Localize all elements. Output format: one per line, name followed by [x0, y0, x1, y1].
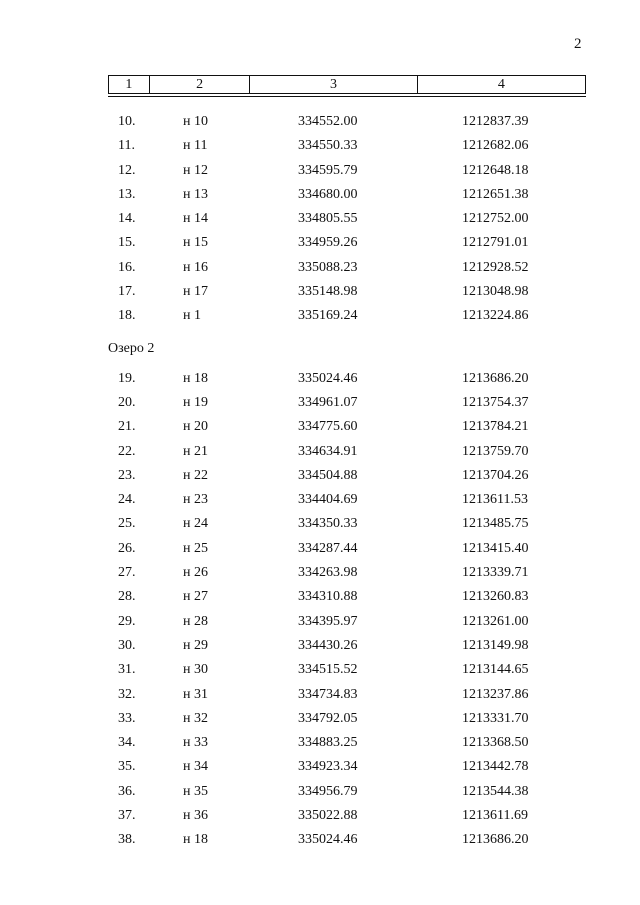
- point-label: н 1: [183, 308, 201, 324]
- x-coordinate: 334956.79: [298, 783, 358, 799]
- y-coordinate: 1213704.26: [462, 467, 529, 483]
- point-label: н 31: [183, 686, 208, 702]
- header-col-4: 4: [497, 77, 505, 92]
- table-row: [0, 134, 640, 158]
- page-number: 2: [574, 36, 582, 52]
- row-number: 37.: [118, 808, 136, 824]
- table-row: [0, 828, 640, 852]
- row-number: 13.: [118, 186, 136, 202]
- x-coordinate: 334959.26: [298, 235, 358, 251]
- row-number: 34.: [118, 735, 136, 751]
- point-label: н 25: [183, 540, 208, 556]
- point-label: н 33: [183, 735, 208, 751]
- x-coordinate: 335024.46: [298, 832, 358, 848]
- row-number: 23.: [118, 467, 136, 483]
- x-coordinate: 334515.52: [298, 662, 358, 678]
- row-number: 29.: [118, 613, 136, 629]
- point-label: н 29: [183, 637, 208, 653]
- point-label: н 11: [183, 138, 208, 154]
- table-row: [0, 780, 640, 804]
- table-row: [0, 683, 640, 707]
- x-coordinate: 334634.91: [298, 443, 358, 459]
- point-label: н 16: [183, 259, 208, 275]
- point-label: н 18: [183, 832, 208, 848]
- y-coordinate: 1213368.50: [462, 735, 529, 751]
- x-coordinate: 334734.83: [298, 686, 358, 702]
- x-coordinate: 334552.00: [298, 114, 358, 129]
- point-label: н 28: [183, 613, 208, 629]
- y-coordinate: 1213611.53: [462, 492, 528, 508]
- table-row: [0, 731, 640, 755]
- y-coordinate: 1213485.75: [462, 516, 529, 532]
- point-label: н 13: [183, 186, 208, 202]
- x-coordinate: 334395.97: [298, 613, 358, 629]
- point-label: н 34: [183, 759, 208, 775]
- row-number: 35.: [118, 759, 136, 775]
- y-coordinate: 1212928.52: [462, 259, 529, 275]
- table-row: [0, 658, 640, 682]
- table-row: [0, 512, 640, 536]
- row-number: 14.: [118, 211, 136, 227]
- y-coordinate: 1213144.65: [462, 662, 529, 678]
- header-col-1: 1: [109, 76, 150, 93]
- x-coordinate: 334287.44: [298, 540, 358, 556]
- coordinates-table: [0, 110, 640, 853]
- y-coordinate: 1213260.83: [462, 589, 529, 605]
- y-coordinate: 1213686.20: [462, 832, 529, 848]
- row-number: 36.: [118, 783, 136, 799]
- point-label: н 18: [183, 370, 208, 386]
- x-coordinate: 335088.23: [298, 259, 358, 275]
- x-coordinate: 335148.98: [298, 284, 358, 300]
- row-number: 17.: [118, 284, 136, 300]
- row-number: 11.: [118, 138, 135, 154]
- x-coordinate: 334550.33: [298, 138, 358, 154]
- point-label: н 20: [183, 419, 208, 435]
- x-coordinate: 334504.88: [298, 467, 358, 483]
- x-coordinate: 334310.88: [298, 589, 358, 605]
- y-coordinate: 1212648.18: [462, 162, 529, 178]
- y-coordinate: 1212682.06: [462, 138, 529, 154]
- y-coordinate: 1213149.98: [462, 637, 529, 653]
- x-coordinate: 334350.33: [298, 516, 358, 532]
- row-number: 26.: [118, 540, 136, 556]
- x-coordinate: 334430.26: [298, 637, 358, 653]
- point-label: н 27: [183, 589, 208, 605]
- header-rule: [108, 96, 586, 97]
- y-coordinate: 1213415.40: [462, 540, 529, 556]
- point-label: н 26: [183, 565, 208, 581]
- table-row: [0, 231, 640, 255]
- table-row: [0, 391, 640, 415]
- y-coordinate: 1213611.69: [462, 808, 528, 824]
- point-label: н 36: [183, 808, 208, 824]
- row-number: 16.: [118, 259, 136, 275]
- point-label: н 23: [183, 492, 208, 508]
- x-coordinate: 334263.98: [298, 565, 358, 581]
- row-number: 38.: [118, 832, 136, 848]
- point-label: н 22: [183, 467, 208, 483]
- section-title: Озеро 2: [108, 340, 155, 356]
- x-coordinate: 334883.25: [298, 735, 358, 751]
- y-coordinate: 1213759.70: [462, 443, 529, 459]
- x-coordinate: 334595.79: [298, 162, 358, 178]
- table-row: [0, 207, 640, 231]
- row-number: 27.: [118, 565, 136, 581]
- row-number: 22.: [118, 443, 136, 459]
- x-coordinate: 334805.55: [298, 211, 358, 227]
- y-coordinate: 1213442.78: [462, 759, 529, 775]
- table-row: [0, 367, 640, 391]
- table-row: [0, 755, 640, 779]
- table-row: [0, 804, 640, 828]
- row-number: 30.: [118, 637, 136, 653]
- x-coordinate: 335024.46: [298, 370, 358, 386]
- table-row: [0, 634, 640, 658]
- y-coordinate: 1213339.71: [462, 565, 529, 581]
- x-coordinate: 335169.24: [298, 308, 358, 324]
- point-label: н 15: [183, 235, 208, 251]
- x-coordinate: 334923.34: [298, 759, 358, 775]
- point-label: н 19: [183, 394, 208, 410]
- table-header: [108, 75, 586, 94]
- y-coordinate: 1213784.21: [462, 419, 529, 435]
- row-number: 18.: [118, 308, 136, 324]
- table-row: [0, 440, 640, 464]
- y-coordinate: 1212651.38: [462, 186, 529, 202]
- table-row: [0, 304, 640, 328]
- point-label: н 10: [183, 114, 208, 129]
- table-row: [0, 464, 640, 488]
- x-coordinate: 334792.05: [298, 710, 358, 726]
- y-coordinate: 1213686.20: [462, 370, 529, 386]
- y-coordinate: 1212791.01: [462, 235, 529, 251]
- row-number: 12.: [118, 162, 136, 178]
- table-row: [0, 488, 640, 512]
- row-number: 25.: [118, 516, 136, 532]
- point-label: н 21: [183, 443, 208, 459]
- row-number: 21.: [118, 419, 136, 435]
- y-coordinate: 1212752.00: [462, 211, 529, 227]
- point-label: н 14: [183, 211, 208, 227]
- row-number: 10.: [118, 114, 136, 129]
- y-coordinate: 1212837.39: [462, 114, 529, 129]
- table-row: [0, 183, 640, 207]
- table-row: [0, 585, 640, 609]
- row-number: 31.: [118, 662, 136, 678]
- row-number: 20.: [118, 394, 136, 410]
- table-row: [0, 561, 640, 585]
- row-number: 28.: [118, 589, 136, 605]
- y-coordinate: 1213048.98: [462, 284, 529, 300]
- row-number: 24.: [118, 492, 136, 508]
- point-label: н 17: [183, 284, 208, 300]
- table-row: [0, 415, 640, 439]
- point-label: н 24: [183, 516, 208, 532]
- point-label: н 12: [183, 162, 208, 178]
- header-col-2: 2: [150, 76, 251, 93]
- row-number: 15.: [118, 235, 136, 251]
- point-label: н 35: [183, 783, 208, 799]
- table-row: [0, 110, 640, 134]
- row-number: 33.: [118, 710, 136, 726]
- table-row: [0, 707, 640, 731]
- point-label: н 32: [183, 710, 208, 726]
- section-heading: [0, 329, 640, 367]
- x-coordinate: 335022.88: [298, 808, 358, 824]
- x-coordinate: 334404.69: [298, 492, 358, 508]
- point-label: н 30: [183, 662, 208, 678]
- table-row: [0, 159, 640, 183]
- x-coordinate: 334680.00: [298, 186, 358, 202]
- y-coordinate: 1213224.86: [462, 308, 529, 324]
- row-number: 19.: [118, 370, 136, 386]
- table-row: [0, 610, 640, 634]
- y-coordinate: 1213261.00: [462, 613, 529, 629]
- table-row: [0, 256, 640, 280]
- table-row: [0, 280, 640, 304]
- x-coordinate: 334775.60: [298, 419, 358, 435]
- y-coordinate: 1213237.86: [462, 686, 529, 702]
- row-number: 32.: [118, 686, 136, 702]
- y-coordinate: 1213754.37: [462, 394, 529, 410]
- y-coordinate: 1213331.70: [462, 710, 529, 726]
- header-col-3: 3: [250, 76, 417, 93]
- y-coordinate: 1213544.38: [462, 783, 529, 799]
- x-coordinate: 334961.07: [298, 394, 358, 410]
- table-row: [0, 537, 640, 561]
